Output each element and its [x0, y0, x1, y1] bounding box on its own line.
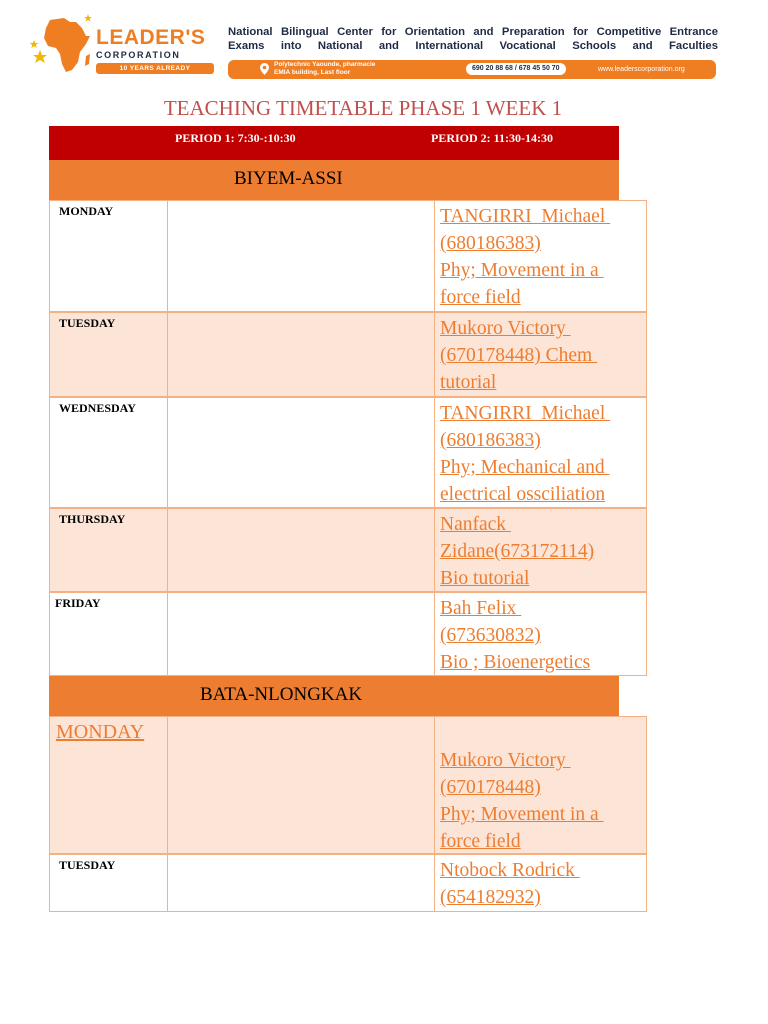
entry-line: tutorial: [440, 372, 497, 393]
table-row: [49, 716, 647, 854]
contact-bar: [228, 60, 716, 79]
entry-line: Bah Felix: [440, 598, 522, 619]
period-1-cell: [167, 312, 435, 397]
period-2-label: PERIOD 2: 11:30-14:30: [431, 131, 553, 145]
entry-line: (670178448): [440, 777, 541, 798]
class-entry: [440, 595, 590, 676]
location-bar-bata-nlongkak: [49, 676, 619, 716]
table-row: [49, 854, 647, 912]
day-cell: [49, 200, 168, 312]
day-cell: [49, 592, 168, 676]
tagline-line: Exams into National and International Vocational Schools and Faculties: [228, 40, 718, 52]
period-2-cell: [434, 200, 647, 312]
period-2-cell: [434, 397, 647, 508]
entry-line: force field: [440, 831, 521, 852]
period-header: [49, 126, 619, 160]
day-label: MONDAY: [56, 721, 145, 743]
brand-subtitle: CORPORATION: [96, 50, 181, 60]
address-line: Polytechnic Yaounde, pharmacie: [274, 61, 376, 68]
day-label: TUESDAY: [59, 858, 116, 872]
day-label: MONDAY: [59, 204, 114, 218]
table-row: [49, 312, 647, 397]
company-logo: [30, 12, 206, 76]
entry-line: Zidane(673172114): [440, 541, 595, 562]
entry-line: (654182932): [440, 887, 541, 908]
class-entry: [440, 747, 604, 855]
entry-line: TANGIRRI Michael: [440, 206, 611, 227]
entry-line: Mukoro Victory: [440, 750, 571, 771]
timetable-title: TEACHING TIMETABLE PHASE 1 WEEK 1: [163, 96, 563, 120]
entry-line: (680186383): [440, 233, 541, 254]
entry-line: Phy; Movement in a: [440, 260, 604, 281]
entry-line: Nanfack: [440, 514, 511, 535]
center-tagline: [228, 25, 718, 53]
class-entry: [440, 511, 594, 592]
day-label: TUESDAY: [59, 316, 116, 330]
location-pin-icon: [260, 63, 269, 75]
period-1-cell: [167, 397, 435, 508]
day-label: WEDNESDAY: [59, 401, 136, 415]
entry-line: force field: [440, 287, 521, 308]
years-badge: 10 YEARS ALREADY: [96, 63, 214, 74]
location-bar-biyem-assi: [49, 160, 619, 200]
period-1-cell: [167, 592, 435, 676]
table-row: [49, 397, 647, 508]
period-1-cell: [167, 854, 435, 912]
period-1-cell: [167, 200, 435, 312]
table-row: [49, 508, 647, 592]
period-2-cell: [434, 854, 647, 912]
phone-numbers: 690 20 88 68 / 678 45 50 70: [466, 63, 566, 75]
day-cell: [49, 716, 168, 854]
africa-map-icon: [30, 12, 96, 76]
entry-line: (680186383): [440, 430, 541, 451]
table-row: [49, 592, 647, 676]
entry-line: Ntobock Rodrick: [440, 860, 580, 881]
address-line: EMIA building, Last floor: [274, 69, 351, 76]
period-2-cell: [434, 508, 647, 592]
tagline-line: National Bilingual Center for Orientation and Preparation for Competitive Entrance: [228, 26, 718, 38]
entry-line: TANGIRRI Michael: [440, 403, 611, 424]
class-entry: [440, 400, 610, 508]
day-cell: [49, 397, 168, 508]
class-entry: [440, 203, 610, 311]
period-2-cell: [434, 592, 647, 676]
entry-line: (673630832): [440, 625, 541, 646]
entry-line: Mukoro Victory: [440, 318, 571, 339]
website-link[interactable]: www.leaderscorporation.org: [598, 66, 685, 73]
period-2-cell: [434, 716, 647, 854]
entry-line: electrical ossciliation: [440, 484, 606, 505]
address: [274, 61, 375, 77]
letterhead: [0, 0, 768, 90]
entry-line: Bio ; Bioenergetics: [440, 652, 591, 673]
brand-name: LEADER'S: [96, 26, 206, 49]
entry-line: (670178448) Chem: [440, 345, 598, 366]
period-1-cell: [167, 716, 435, 854]
period-1-cell: [167, 508, 435, 592]
location-name: BIYEM-ASSI: [234, 168, 343, 189]
day-label: THURSDAY: [59, 512, 126, 526]
day-cell: [49, 508, 168, 592]
entry-line: Phy; Movement in a: [440, 804, 604, 825]
period-2-cell: [434, 312, 647, 397]
table-row: [49, 200, 647, 312]
day-cell: [49, 312, 168, 397]
day-label: FRIDAY: [55, 596, 101, 610]
entry-line: Phy; Mechanical and: [440, 457, 610, 478]
class-entry: [440, 857, 580, 911]
location-name: BATA-NLONGKAK: [200, 684, 363, 705]
class-entry: [440, 315, 597, 396]
day-cell: [49, 854, 168, 912]
period-1-label: PERIOD 1: 7:30-:10:30: [175, 131, 296, 145]
entry-line: Bio tutorial: [440, 568, 530, 589]
